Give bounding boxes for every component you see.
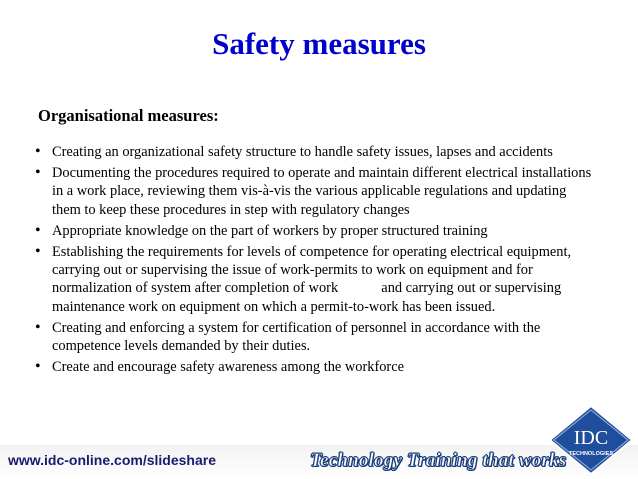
bullet-dot-icon: •: [35, 318, 41, 336]
bullet-text: Creating an organizational safety structure to handle safety issues, lapses and accidents: [52, 144, 553, 160]
bullet-list: [32, 143, 592, 379]
bullet-item: [32, 319, 592, 355]
bullet-item: [32, 164, 592, 219]
bullet-dot-icon: •: [35, 358, 41, 376]
bullet-text: Appropriate knowledge on the part of workers by proper structured training: [52, 222, 488, 239]
bullet-text: Documenting the procedures required to operate and maintain different electrical installations in a work place, reviewing them vis-à-vis the various applicable regulations and updating them to keep these procedures in step with regulatory changes: [52, 165, 592, 218]
bullet-text: Establishing the requirements for levels of competence for operating electrical equipment, carrying out or supervising the issue of work-permits to work on equipment and for normalization of system after completion of work and carrying out or supervising maintenance work on equipment on which a permit-to-work has been issued.: [52, 244, 575, 315]
logo-subtext: TECHNOLOGIES: [568, 451, 614, 457]
bullet-dot-icon: •: [35, 243, 41, 261]
section-subtitle: Organisational measures:: [38, 106, 219, 125]
slide-title: Safety measures: [212, 26, 426, 61]
footer-tagline: Technology Training that works: [310, 450, 567, 471]
bullet-item: [32, 358, 592, 376]
bullet-text: Creating and enforcing a system for certification of personnel in accordance with the competence levels demanded by their duties.: [52, 319, 541, 355]
bullet-item: [32, 143, 592, 161]
footer-url-link[interactable]: www.idc-online.com/slideshare: [8, 452, 216, 468]
logo-text: IDC: [573, 427, 609, 449]
idc-logo: [548, 404, 634, 476]
bullet-text: Create and encourage safety awareness among the workforce: [52, 359, 405, 376]
bullet-dot-icon: •: [35, 143, 41, 160]
bullet-dot-icon: •: [35, 221, 41, 239]
bullet-item: [32, 243, 592, 316]
bullet-item: [32, 222, 592, 240]
bullet-dot-icon: •: [35, 164, 41, 182]
